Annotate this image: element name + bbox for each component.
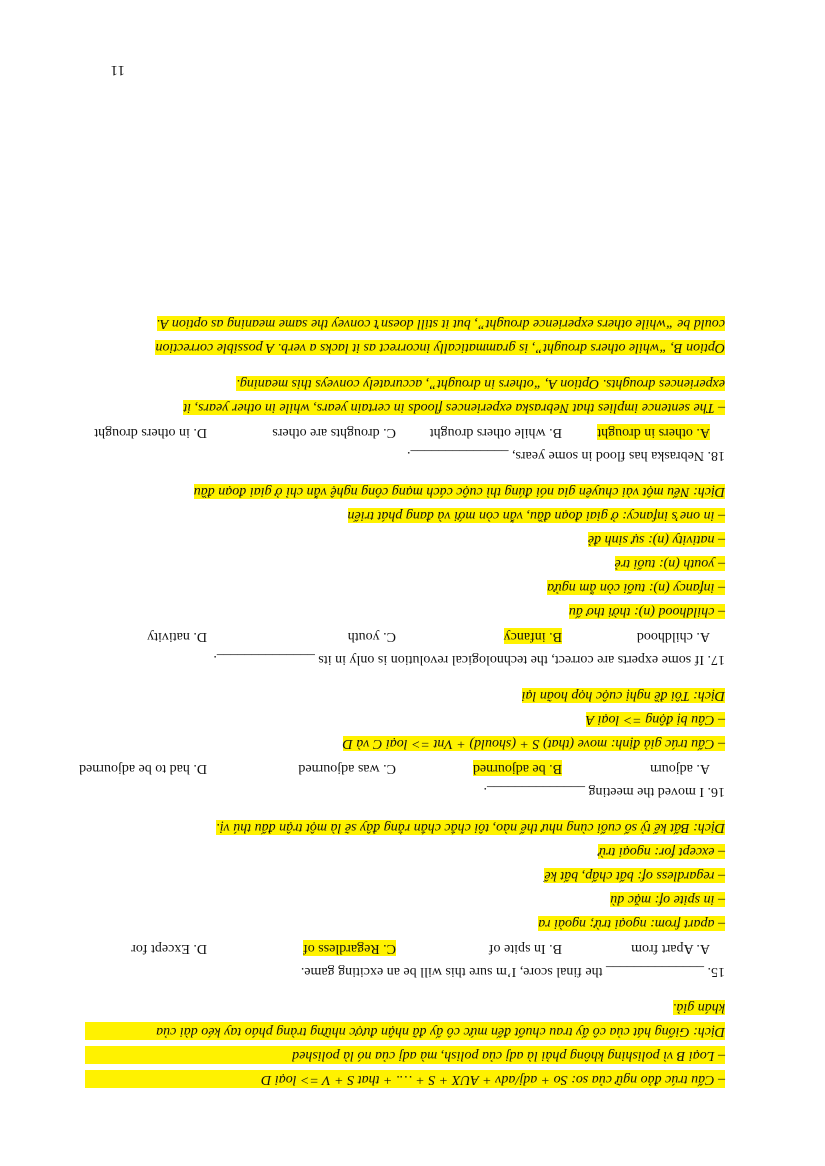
note-line: – except for: ngoại trừ (598, 844, 725, 859)
note-line: – Cấu trúc giả định: move (that) S + (should) + Vnt => loại C và D (342, 736, 725, 751)
question-15-options (65, 938, 725, 956)
question-18-options (65, 422, 725, 440)
option-c: C. youth (347, 629, 396, 644)
note-line: – in spite of: mặc dù (610, 892, 725, 907)
note-line: experiences droughts. Option A, “others in drought”, accurately conveys this meaning. (236, 376, 725, 391)
note-line: Option B, “while others drought”, is grammatically incorrect as it lacks a verb. A possible correction (155, 340, 725, 355)
question-15: 15. ______________ the final score, I’m sure this will be an exciting game. (300, 964, 725, 979)
note-line: could be “while others experience drought”, but it still doesn’t convey the same meaning as option A. (156, 316, 725, 331)
note-line: Dịch: Nếu một vài chuyên gia nói đúng thì cuộc cách mạng công nghệ vẫn chỉ ở giai đoạn đầu (193, 484, 725, 499)
question-16: 16. I moved the meeting ______________. (483, 784, 725, 799)
option-d: D. in others drought (94, 425, 207, 440)
option-d: D. nativity (147, 629, 207, 644)
note-line: – nativity (n): sự sinh đẻ (587, 532, 725, 547)
note-line: – apart from: ngoại trừ; ngoài ra (538, 916, 725, 931)
option-a: A. adjourn (650, 761, 710, 776)
note-line: – regardless of: bất chấp, bất kể (544, 868, 725, 883)
note-line: – Cấu trúc đảo ngữ của so: So + adj/adv + AUX + S + …. + that S + V => loại D (85, 1070, 725, 1088)
option-c: C. was adjourned (298, 761, 396, 776)
note-line: Dịch: Tôi đề nghị cuộc họp hoãn lại (521, 688, 725, 703)
option-d: D. Except for (131, 941, 207, 956)
option-a: A. Apart from (631, 941, 710, 956)
note-line: Dịch: Bất kể tỷ số cuối cùng như thế nào, tôi chắc chắn rằng đây sẽ là một trận đấu thú vị. (216, 820, 725, 835)
question-17-options (65, 626, 725, 644)
page-number: 11 (110, 62, 125, 78)
question-17: 17. If some experts are correct, the technological revolution is only in its ______________. (213, 652, 725, 667)
option-b-answer: B. infancy (503, 629, 562, 644)
question-18: 18. Nebraska has flood in some years, ______________. (406, 448, 725, 463)
option-c: C. droughts are others (272, 425, 396, 440)
note-line: Dịch: Giống hát của cô ấy trau chuốt đến mức cô ấy đã nhận được những tràng pháo tay kéo dài của (85, 1022, 725, 1040)
note-line: – Loại B vì polishing không phải là adj của polish, mà adj của nó là polished (85, 1046, 725, 1064)
note-line: khán giả. (672, 1000, 725, 1015)
note-line: – The sentence implies that Nebraska experiences floods in certain years, while in other years, it (183, 400, 725, 415)
question-16-options (65, 758, 725, 776)
option-b-answer: B. be adjourned (472, 761, 562, 776)
note-line: – youth (n): tuổi trẻ (614, 556, 725, 571)
note-line: – childhood (n): thời thơ ấu (568, 604, 725, 619)
option-b: B. In spite of (488, 941, 562, 956)
option-a: A. childhood (636, 629, 710, 644)
option-b: B. while others drought (429, 425, 562, 440)
note-line: – in one’s infancy: ở giai đoạn đầu, vẫn còn mới và đang phát triển (347, 508, 725, 523)
note-line: – infancy (n): tuổi còn ẵm ngửa (547, 580, 725, 595)
option-a-answer: A. others in drought (597, 425, 710, 440)
note-line: – Câu bị động => loại A (585, 712, 725, 727)
option-d: D. had to be adjourned (79, 761, 207, 776)
option-c-answer: C. Regardless of (303, 941, 396, 956)
